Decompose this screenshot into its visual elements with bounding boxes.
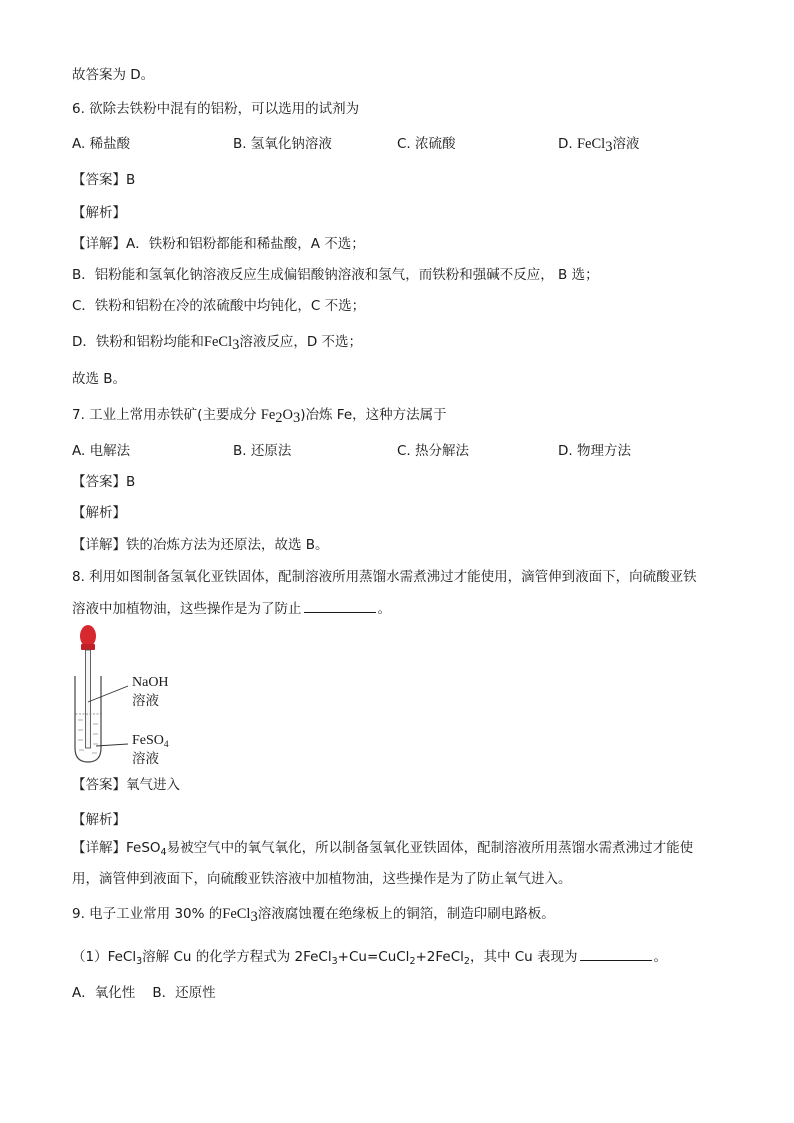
q6-option-b: B. 氢氧化钠溶液 [233, 136, 332, 152]
q9-answer-blank [580, 946, 652, 961]
q6-detail-3: C．铁粉和铝粉在冷的浓硫酸中均钝化，C 不选； [72, 298, 366, 314]
q7-stem: 7. 工业上常用赤铁矿(主要成分 $Fe_2O_3$)冶炼 Fe，这种方法属于 [72, 407, 447, 426]
test-tube-dropper-diagram [70, 620, 190, 765]
q9-option-a: A．氧化性 [72, 985, 136, 1001]
q6-analysis-heading: 【解析】 [72, 205, 126, 221]
q8-answer: 【答案】氧气进入 [72, 777, 180, 793]
q7-option-a: A. 电解法 [72, 443, 131, 459]
q8-stem-line-2: 溶液中加植物油，这些操作是为了防止 。 [72, 598, 391, 619]
q8-stem-line-1: 8. 利用如图制备氢氧化亚铁固体，配制溶液所用蒸馏水需煮沸过才能使用，滴管伸到液面下，向硫酸亚铁 [72, 569, 697, 585]
naoh-label: NaOH 溶液 [132, 675, 169, 709]
q9-stem: 9. 电子工业常用 30% 的FeCl$_3$溶液腐蚀覆在绝缘板上的铜箔，制造印刷电路板。 [72, 906, 555, 925]
q7-option-b: B. 还原法 [233, 443, 292, 459]
q7-analysis-heading: 【解析】 [72, 505, 126, 521]
q9-part-1: （1）FeCl$_3$溶解 Cu 的化学方程式为 2FeCl$_3$+Cu=CuCl$_2$+2FeCl$_2$，其中 Cu 表现为 。 [72, 946, 667, 967]
dropper-bulb [80, 625, 96, 647]
naoh-leader-line [88, 686, 128, 702]
q6-detail-4: D．铁粉和铝粉均能和FeCl$_3$溶液反应，D 不选； [72, 334, 363, 353]
q9-options [72, 983, 216, 1003]
q8-detail-2: 用，滴管伸到液面下，向硫酸亚铁溶液中加植物油，这些操作是为了防止氧气进入。 [72, 871, 572, 887]
q9-option-b: B．还原性 [152, 985, 216, 1001]
q6-detail-1: 【详解】A．铁粉和铝粉都能和稀盐酸，A 不选； [72, 236, 365, 252]
q8-answer-blank [304, 598, 376, 613]
feso4-label: FeSO$_4$ 溶液 [132, 733, 169, 767]
q6-stem: 6. 欲除去铁粉中混有的铝粉，可以选用的试剂为 [72, 101, 360, 117]
apparatus-figure [70, 620, 190, 769]
q7-answer: 【答案】B [72, 474, 136, 490]
q6-conclusion: 故选 B。 [72, 371, 127, 387]
q8-analysis-heading: 【解析】 [72, 812, 126, 828]
q6-option-c: C. 浓硫酸 [397, 136, 456, 152]
q7-option-d: D. 物理方法 [558, 443, 631, 459]
q6-answer: 【答案】B [72, 172, 136, 188]
q8-detail-1: 【详解】FeSO$_4$易被空气中的氧气氧化，所以制备氢氧化亚铁固体，配制溶液所用蒸馏水需煮沸过才能使 [72, 840, 694, 858]
q6-option-a: A. 稀盐酸 [72, 136, 131, 152]
q7-option-c: C. 热分解法 [397, 443, 470, 459]
q6-option-d: D. FeCl$_3$溶液 [558, 136, 640, 155]
previous-answer-line: 故答案为 D。 [72, 67, 155, 83]
q6-detail-2: B．铝粉能和氢氧化钠溶液反应生成偏铝酸钠溶液和氢气，而铁粉和强碱不反应， B 选； [72, 267, 599, 283]
dropper-tube [86, 650, 91, 748]
q7-detail: 【详解】铁的冶炼方法为还原法，故选 B。 [72, 537, 329, 553]
dropper-bulb-base [81, 644, 95, 650]
